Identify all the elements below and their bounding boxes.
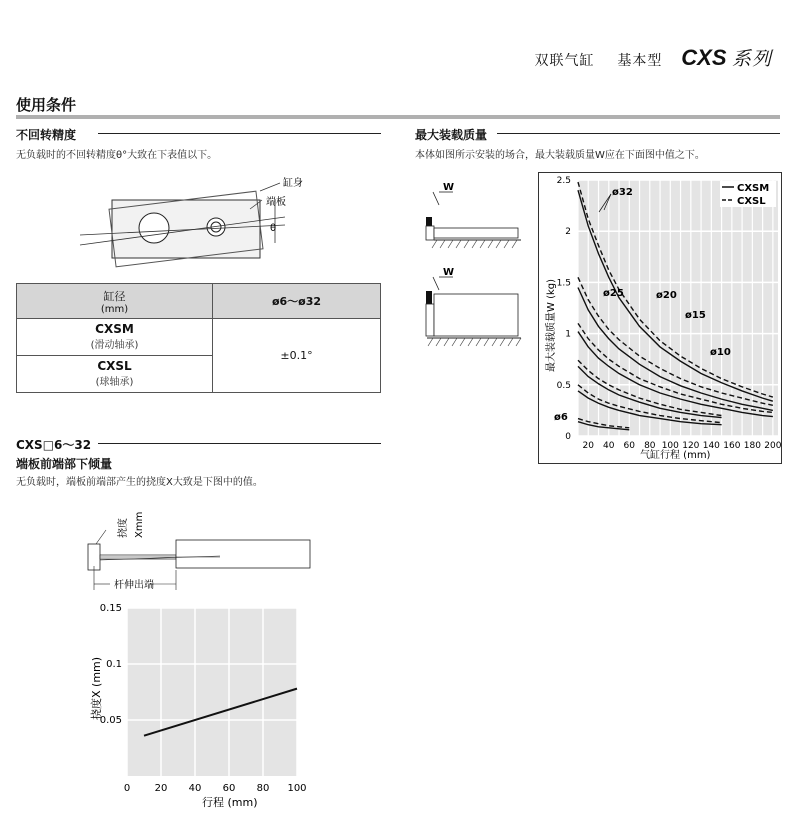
x-tick-label: 100 <box>661 441 679 451</box>
section-divider <box>16 115 780 119</box>
cylinder-body-shape <box>112 200 260 258</box>
load-ylabel: 最大装载质量W (kg) <box>546 278 557 372</box>
bore-circle-1 <box>139 213 169 243</box>
y-tick-label: 2.5 <box>556 176 571 186</box>
x-tick-label: 40 <box>603 441 615 451</box>
deflect-title: CXS□6～32 <box>16 438 92 452</box>
label-rod: 杆伸出端 <box>114 580 154 591</box>
y-tick-label: 1 <box>565 329 571 340</box>
rotation-table <box>16 283 381 393</box>
curve-label-15: ø15 <box>685 310 706 321</box>
header-series-code: CXS <box>681 45 727 70</box>
x-tick-label: 180 <box>743 441 761 451</box>
rotation-title-rule <box>98 133 381 134</box>
rotation-figure <box>70 165 310 275</box>
label-theta: θ <box>270 223 277 234</box>
curve-label-32: ø32 <box>612 187 633 198</box>
header-type: 基本型 <box>617 53 663 69</box>
table-value: ±0.1° <box>213 319 381 393</box>
load-chart <box>538 172 781 464</box>
load-title: 最大装载质量 <box>415 128 488 142</box>
table-row-cxsl: CXSL (球轴承) <box>17 356 213 393</box>
legend-cxsl: CXSL <box>737 196 766 207</box>
y-tick-label: 0 <box>565 432 571 442</box>
header-series-suffix: 系列 <box>731 48 772 70</box>
y-tick-label: 0.15 <box>99 603 122 614</box>
x-tick-label: 160 <box>723 441 741 451</box>
deflect-desc: 无负载时，端板前端部产生的挠度X大致是下图中的值。 <box>16 477 263 488</box>
load-legend <box>720 181 776 207</box>
rotation-desc: 无负载时的不回转精度θ°大致在下表值以下。 <box>16 150 218 161</box>
y-tick-label: 0.1 <box>106 659 122 670</box>
load-plot-area <box>578 180 778 436</box>
x-tick-label: 60 <box>222 783 236 794</box>
curve-label-6: ø6 <box>554 412 568 423</box>
header-title: 双联气缸 <box>534 53 595 69</box>
y-tick-label: 0.05 <box>99 715 122 726</box>
y-tick-label: 1.5 <box>556 278 571 289</box>
deflect-subtitle: 端板前端部下倾量 <box>16 457 113 471</box>
x-tick-label: 120 <box>682 441 700 451</box>
label-xmm: Xmm <box>134 511 145 538</box>
table-row-cxsm: CXSM (滑动轴承) <box>17 319 213 356</box>
table-header-range: ø6～ø32 <box>213 284 381 319</box>
w-label-1: W <box>443 182 455 193</box>
x-tick-label: 140 <box>702 441 720 451</box>
load-desc: 本体如图所示安装的场合，最大装载质量W应在下面图中值之下。 <box>415 150 705 161</box>
rotation-title: 不回转精度 <box>16 128 77 142</box>
deflect-figure <box>80 500 320 600</box>
x-tick-label: 0 <box>123 783 131 794</box>
x-tick-label: 40 <box>188 783 202 794</box>
x-tick-label: 80 <box>644 441 656 451</box>
curve-label-25: ø25 <box>603 288 624 299</box>
label-deflection: 挠度 <box>118 518 129 538</box>
load-mount-figures <box>415 180 527 355</box>
y-tick-label: 0.5 <box>556 380 571 391</box>
label-body: 缸身 <box>283 178 303 189</box>
x-tick-label: 200 <box>764 441 781 451</box>
load-title-rule <box>497 133 780 134</box>
page-header <box>534 44 772 71</box>
deflect-xlabel: 行程 (mm) <box>202 796 258 809</box>
y-tick-label: 2 <box>565 227 571 238</box>
deflect-chart <box>80 600 320 815</box>
deflect-title-rule <box>98 443 381 444</box>
x-tick-label: 20 <box>154 783 168 794</box>
deflect-plot-area <box>127 608 297 776</box>
x-tick-label: 20 <box>582 441 594 451</box>
x-tick-label: 60 <box>623 441 636 451</box>
table-header-bore: 缸径 (mm) <box>17 284 213 319</box>
x-tick-label: 80 <box>256 783 270 794</box>
section-title: 使用条件 <box>16 96 77 114</box>
curve-label-20: ø20 <box>656 290 677 301</box>
x-tick-label: 100 <box>287 783 307 794</box>
curve-label-10: ø10 <box>710 347 731 358</box>
deflect-ylabel: 挠度X (mm) <box>90 656 103 720</box>
label-plate: 端板 <box>266 197 286 208</box>
load-xlabel: 气缸行程 (mm) <box>640 450 711 461</box>
legend-cxsm: CXSM <box>737 183 770 194</box>
w-label-2: W <box>443 267 455 278</box>
